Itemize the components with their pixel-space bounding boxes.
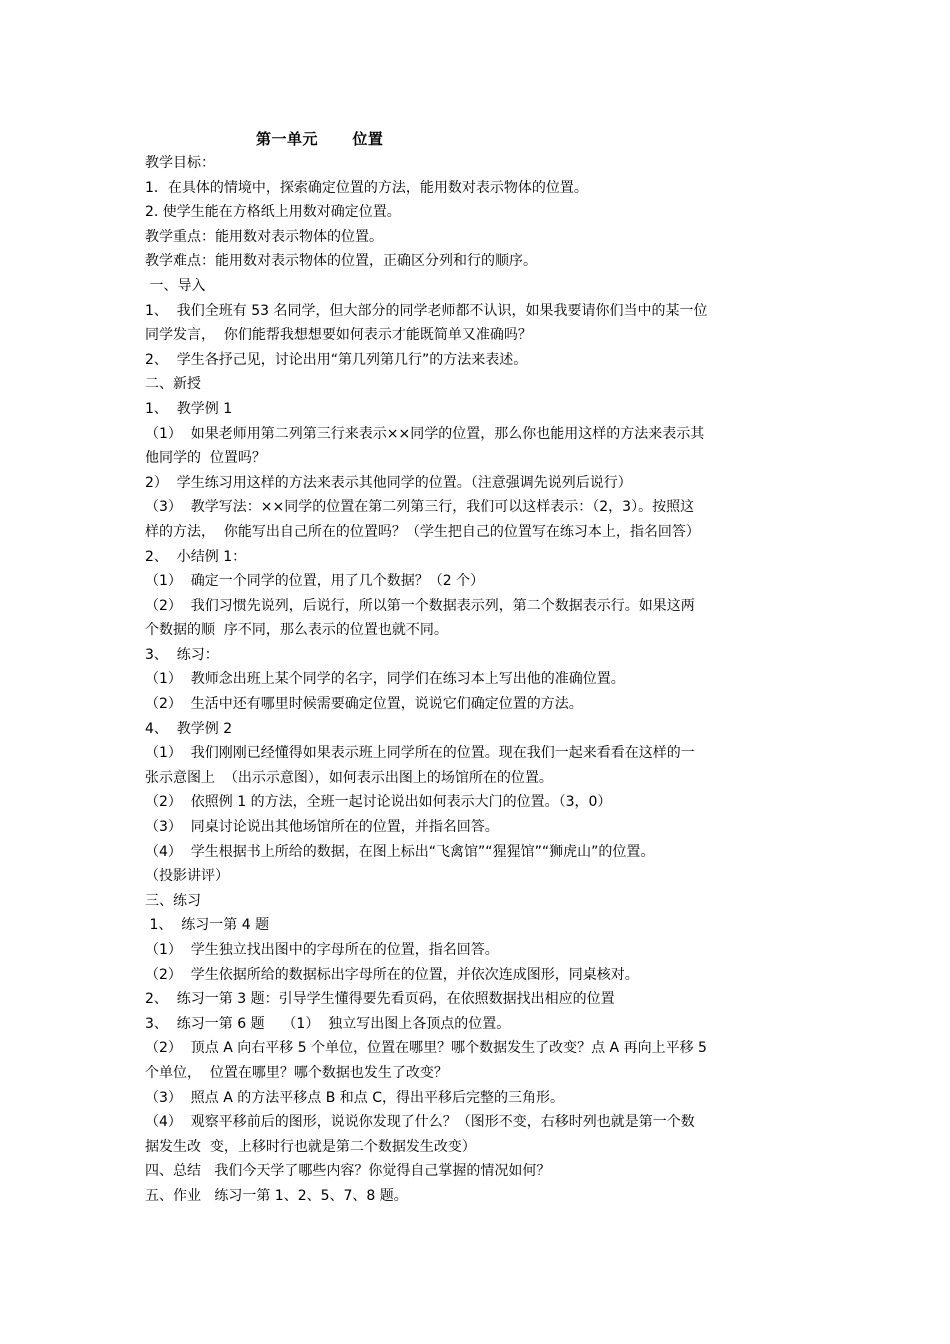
text-line: 二、新授 — [145, 376, 201, 393]
text-line: 教学难点：能用数对表示物体的位置，正确区分列和行的顺序。 — [145, 253, 537, 270]
text-line: 教学目标： — [145, 155, 215, 171]
text-line: （4） 学生根据书上所给的数据，在图上标出“飞禽馆”“猩猩馆”“狮虎山”的位置。 — [145, 843, 655, 860]
text-line: 1、 练习一第 4 题 — [145, 917, 270, 934]
text-line: 同学发言， 你们能帮我想想要如何表示才能既简单又准确吗？ — [145, 327, 532, 344]
text-line: （4） 观察平移前后的图形，说说你发现了什么？（图形不变，右移时列也就是第一个数 — [145, 1114, 695, 1131]
text-line: （1） 确定一个同学的位置，用了几个数据？（2 个） — [145, 573, 485, 590]
text-line: 1、 教学例 1 — [145, 400, 233, 417]
text-line: （2） 学生依据所给的数据标出字母所在的位置，并依次连成图形，同桌核对。 — [145, 966, 639, 983]
text-line: （投影讲评） — [145, 868, 229, 885]
text-line: 2、 小结例 1： — [145, 548, 247, 565]
text-line: 1、 我们全班有 53 名同学，但大部分的同学老师都不认识，如果我要请你们当中的某一位 — [145, 302, 708, 319]
text-line: 四、总结 我们今天学了哪些内容？你觉得自己掌握的情况如何？ — [145, 1163, 551, 1180]
text-line: 他同学的 位置吗？ — [145, 450, 266, 467]
text-line: 2. 使学生能在方格纸上用数对确定位置。 — [145, 204, 401, 221]
text-line: 1．在具体的情境中，探索确定位置的方法，能用数对表示物体的位置。 — [145, 179, 588, 196]
text-line: 4、 教学例 2 — [145, 720, 233, 737]
text-line: （1） 如果老师用第二列第三行来表示××同学的位置，那么你也能用这样的方法来表示其 — [145, 425, 705, 442]
text-line: 五、作业 练习一第 1、2、5、7、8 题。 — [145, 1187, 408, 1204]
text-line: （3） 教学写法：××同学的位置在第二列第三行，我们可以这样表示：（2，3）。按照这 — [145, 499, 695, 516]
text-line: 2） 学生练习用这样的方法来表示其他同学的位置。（注意强调先说列后说行） — [145, 474, 632, 491]
text-line: （3） 照点 A 的方法平移点 B 和点 C，得出平移后完整的三角形。 — [145, 1089, 565, 1106]
text-line: 3、 练习： — [145, 646, 219, 663]
document-title: 第一单元 位置 — [256, 130, 384, 148]
text-line: 2、 学生各抒己见，讨论出用“第几列第几行”的方法来表述。 — [145, 351, 528, 368]
text-line: 教学重点：能用数对表示物体的位置。 — [145, 228, 383, 245]
text-line: 3、 练习一第 6 题 （1） 独立写出图上各顶点的位置。 — [145, 1015, 511, 1032]
text-line: （3） 同桌讨论说出其他场馆所在的位置，并指名回答。 — [145, 819, 499, 836]
text-line: （2） 依照例 1 的方法，全班一起讨论说出如何表示大门的位置。（3，0） — [145, 794, 612, 811]
text-line: （2） 顶点 A 向右平移 5 个单位，位置在哪里？哪个数据发生了改变？点 A 再向上平移 5 — [145, 1040, 707, 1057]
text-line: （1） 教师念出班上某个同学的名字，同学们在练习本上写出他的准确位置。 — [145, 671, 625, 688]
text-line: （2） 我们习惯先说列，后说行，所以第一个数据表示列，第二个数据表示行。如果这两 — [145, 597, 695, 614]
text-line: 一、导入 — [145, 277, 206, 294]
text-line: 三、练习 — [145, 892, 201, 909]
text-line: （1） 学生独立找出图中的字母所在的位置，指名回答。 — [145, 942, 499, 958]
text-line: 个数据的顺 序不同，那么表示的位置也就不同。 — [145, 622, 448, 639]
text-line: 样的方法， 你能写出自己所在的位置吗？（学生把自己的位置写在练习本上，指名回答） — [145, 523, 700, 540]
text-line: （2） 生活中还有哪里时候需要确定位置，说说它们确定位置的方法。 — [145, 696, 583, 713]
document-body — [145, 151, 810, 1209]
text-line: 张示意图上 （出示示意图），如何表示出图上的场馆所在的位置。 — [145, 769, 553, 786]
text-line: （1） 我们刚刚已经懂得如果表示班上同学所在的位置。现在我们一起来看看在这样的一 — [145, 745, 695, 762]
text-line: 2、 练习一第 3 题：引导学生懂得要先看页码，在依照数据找出相应的位置 — [145, 991, 615, 1008]
text-line: 据发生改 变，上移时行也就是第二个数据发生改变） — [145, 1138, 476, 1155]
text-line: 个单位， 位置在哪里？哪个数据也发生了改变？ — [145, 1064, 448, 1081]
